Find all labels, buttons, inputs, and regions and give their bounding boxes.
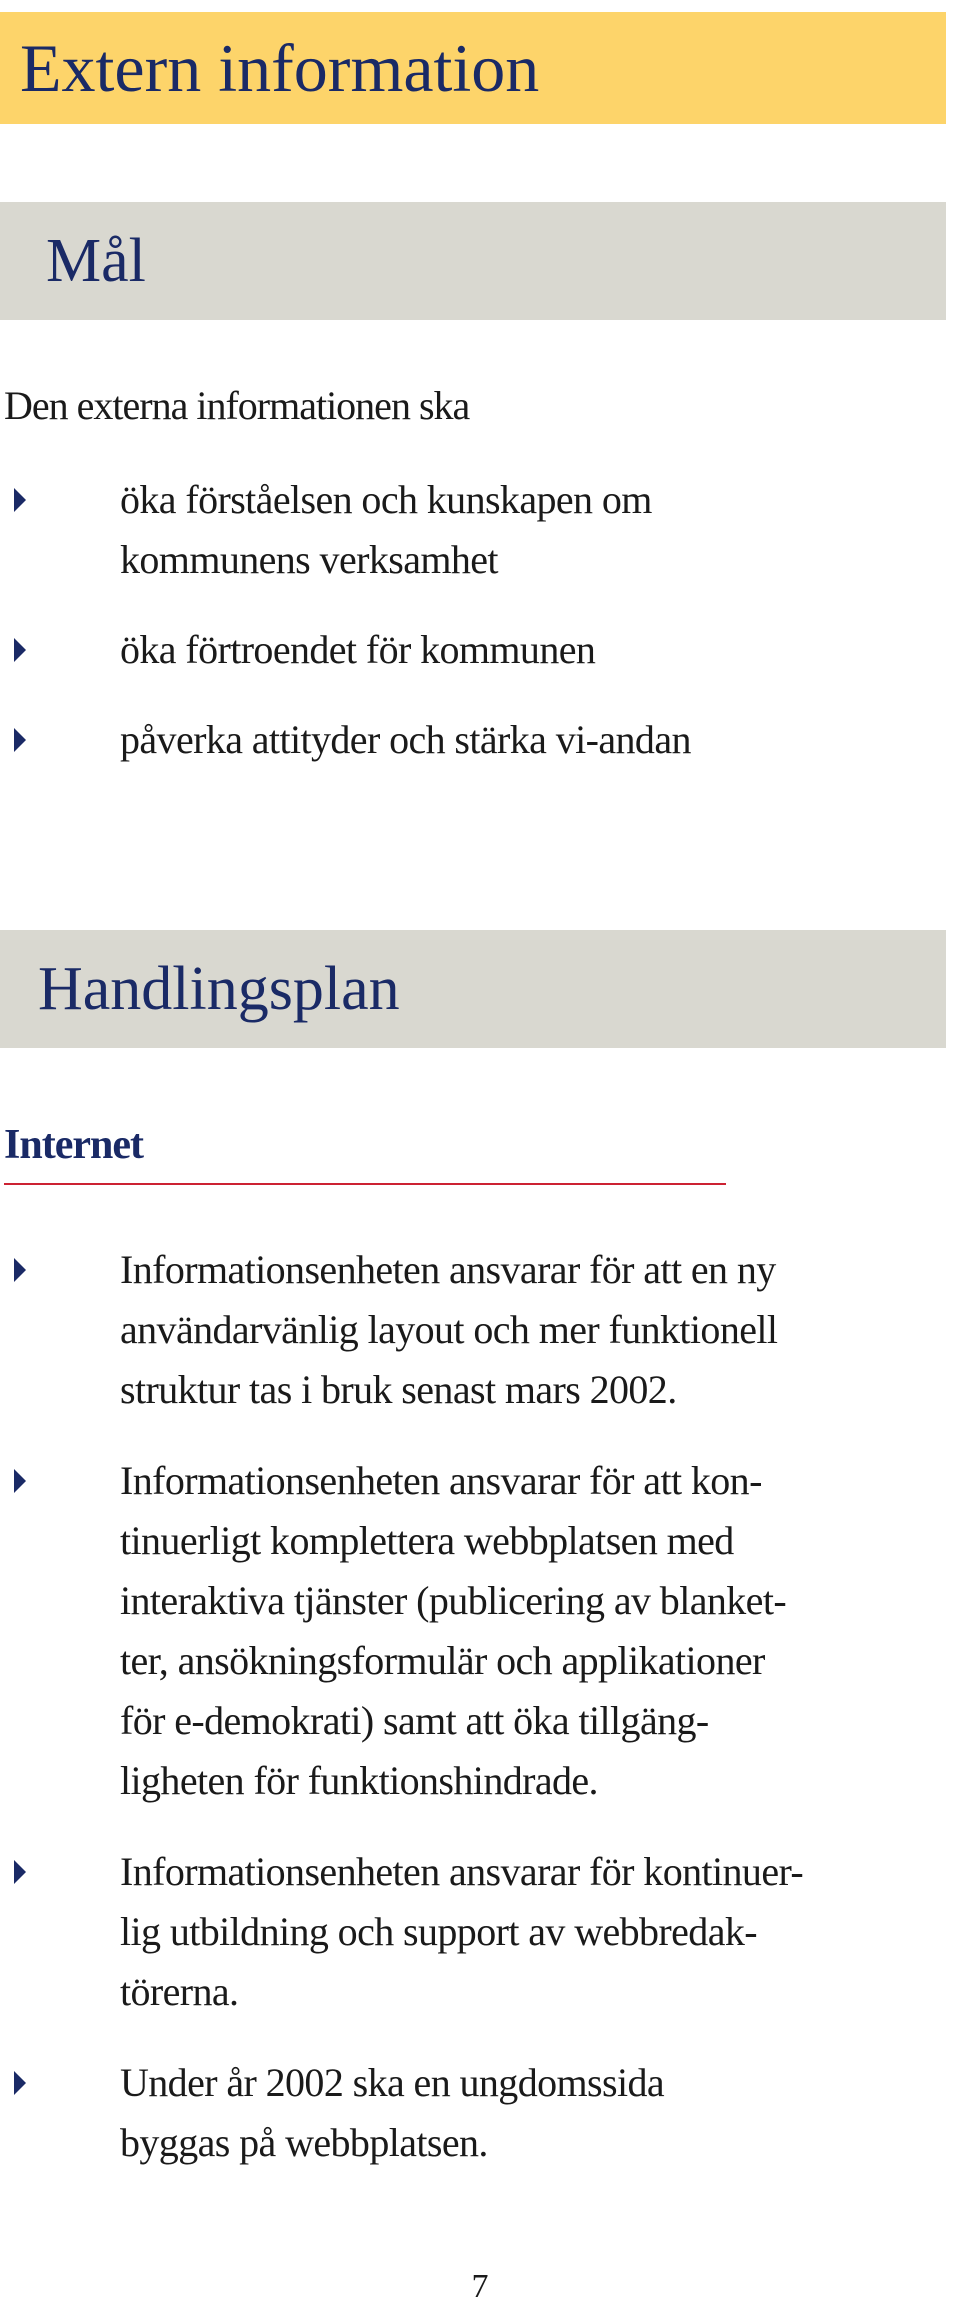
internet-subheading-label: Internet — [4, 1122, 143, 1168]
plan-item-text: Informationsenheten ansvarar för kontinuer- lig utbildning och support av webbredak- törerna. — [120, 1849, 804, 2014]
page-number: 7 — [471, 2268, 489, 2305]
plan-item-text: Informationsenheten ansvarar för att kon- tinuerligt komplettera webbplatsen med interaktiva tjänster (publicering av blanket- ter, ansökningsformulär och applikationer för e-demokrati) samt att öka tillgäng- ligheten för funktionshindrade. — [120, 1458, 787, 1803]
plan-list-item — [0, 2053, 946, 2173]
goal-section-title: Mål — [46, 227, 146, 295]
plan-item-text: Under år 2002 ska en ungdomssida byggas på webbplatsen. — [120, 2060, 665, 2165]
plan-list-item — [0, 1842, 946, 2022]
plan-list — [0, 1240, 946, 2204]
goal-list-item — [0, 470, 946, 590]
chapter-banner — [0, 12, 946, 124]
goal-item-text: öka förståelsen och kunskapen om kommunens verksamhet — [120, 477, 652, 582]
plan-list-item — [0, 1240, 946, 1420]
bullet-arrow-icon — [14, 638, 26, 662]
goal-item-text: påverka attityder och stärka vi-andan — [120, 717, 691, 762]
plan-list-item — [0, 1451, 946, 1811]
bullet-arrow-icon — [14, 488, 26, 512]
goal-item-text: öka förtroendet för kommunen — [120, 627, 596, 672]
goal-list — [0, 470, 946, 800]
bullet-arrow-icon — [14, 728, 26, 752]
goal-intro: Den externa informationen ska — [4, 383, 470, 428]
chapter-title: Extern information — [20, 30, 540, 106]
bullet-arrow-icon — [14, 1258, 26, 1282]
bullet-arrow-icon — [14, 1469, 26, 1493]
bullet-arrow-icon — [14, 1860, 26, 1884]
plan-section-title: Handlingsplan — [38, 955, 400, 1023]
plan-section-banner — [0, 930, 946, 1048]
plan-item-text: Informationsenheten ansvarar för att en ny användarvänlig layout och mer funktionell struktur tas i bruk senast mars 2002. — [120, 1247, 778, 1412]
bullet-arrow-icon — [14, 2071, 26, 2095]
internet-subheading — [4, 1115, 726, 1185]
goal-list-item — [0, 620, 946, 680]
goal-section-banner — [0, 202, 946, 320]
goal-list-item — [0, 710, 946, 770]
